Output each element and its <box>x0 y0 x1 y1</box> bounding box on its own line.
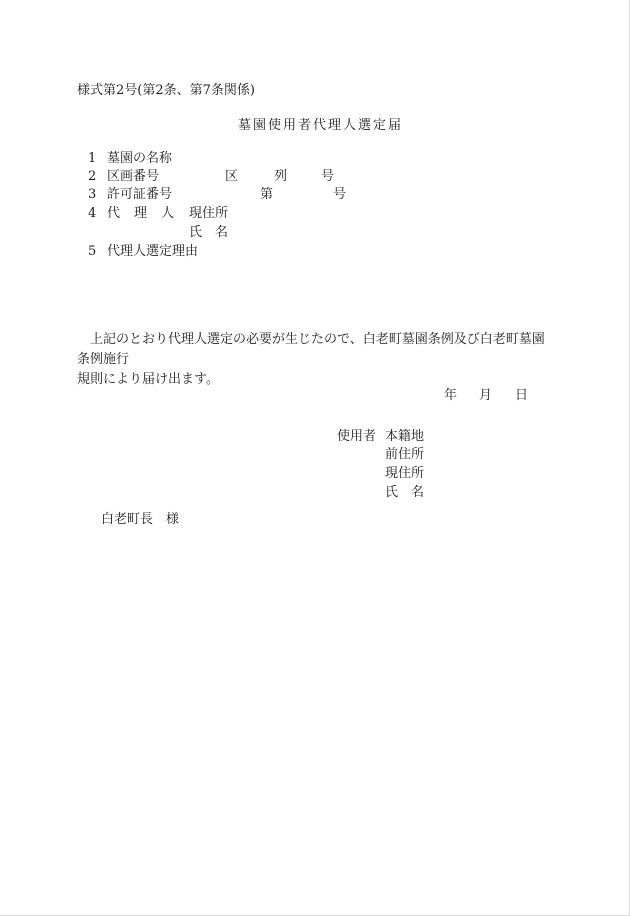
document-title: 墓園使用者代理人選定届 <box>238 118 404 133</box>
agent-address-label: 現住所 <box>189 206 229 221</box>
item-number: 3 <box>88 187 97 202</box>
addressee: 白老町長 様 <box>101 512 180 527</box>
date-year-label: 年 <box>444 388 458 403</box>
date-month-label: 月 <box>479 388 493 403</box>
item-number: 5 <box>88 244 97 259</box>
agent-name-label: 氏名 <box>189 225 242 240</box>
item-label-cemetery-name: 墓園の名称 <box>107 151 173 166</box>
applicant-label: 使用者 <box>337 429 377 444</box>
plot-section-unit: 区 <box>225 169 239 184</box>
applicant-previous-address-label: 前住所 <box>385 447 425 462</box>
permit-prefix: 第 <box>260 187 274 202</box>
item-number: 2 <box>88 169 97 184</box>
applicant-current-address-label: 現住所 <box>385 466 425 481</box>
declaration-line: 上記のとおり代理人選定の必要が生じたので、白老町墓園条例及び白老町墓園条例施行 <box>77 332 545 367</box>
item-label-selection-reason: 代理人選定理由 <box>107 244 199 259</box>
declaration-line: 規則により届け出ます。 <box>77 372 219 387</box>
item-label-agent: 代理人 <box>107 206 189 221</box>
applicant-name-label: 氏名 <box>385 485 438 500</box>
permit-suffix: 号 <box>333 187 347 202</box>
date-day-label: 日 <box>515 388 529 403</box>
plot-row-unit: 列 <box>274 169 288 184</box>
form-number-label: 様式第2号(第2条、第7条関係) <box>77 83 255 98</box>
declaration-paragraph <box>77 330 557 390</box>
plot-number-unit: 号 <box>321 169 335 184</box>
item-number: 1 <box>88 151 97 166</box>
applicant-domicile-label: 本籍地 <box>385 429 425 444</box>
item-label-permit-number: 許可証番号 <box>107 187 173 202</box>
item-label-plot-number: 区画番号 <box>107 169 160 184</box>
item-number: 4 <box>88 206 97 221</box>
